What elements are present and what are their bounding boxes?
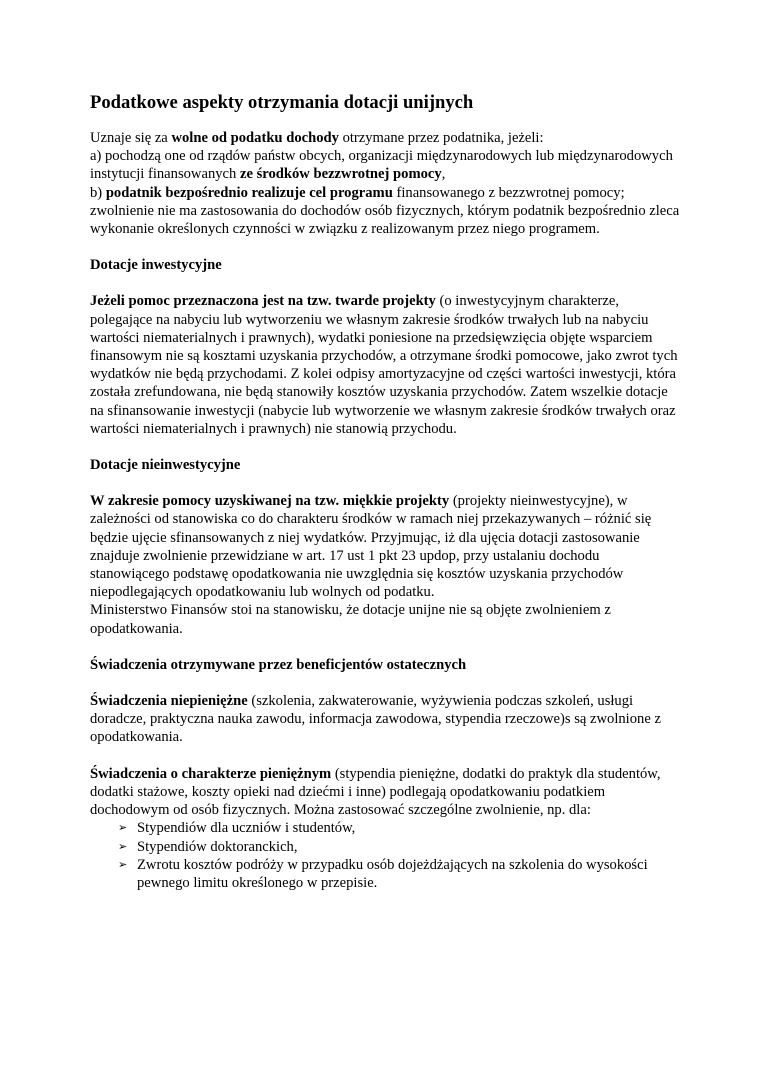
- arrow-bullet-icon: ➢: [118, 858, 128, 871]
- exemption-note: zwolnienie nie ma zastosowania do dochodów osób fizycznych, którym podatnik bezpośrednio zleca wykonanie określonych czynności w związku z realizowanym przez niego programem.: [90, 202, 680, 238]
- section-heading-noninvestment: Dotacje nieinwestycyjne: [90, 457, 241, 474]
- investment-bold: Jeżeli pomoc przeznaczona jest na tzw. twarde projekty: [90, 293, 436, 310]
- investment-paragraph: [90, 292, 680, 438]
- intro-text-2: otrzymane przez podatnika, jeżeli:: [338, 130, 544, 146]
- condition-a: [90, 147, 680, 183]
- intro-paragraph: [90, 129, 680, 147]
- list-item-text: Stypendiów dla uczniów i studentów,: [137, 820, 356, 837]
- condition-b-prefix: b): [90, 184, 106, 201]
- nonmonetary-paragraph: [90, 692, 680, 747]
- section-heading-investment: Dotacje inwestycyjne: [90, 257, 222, 274]
- list-item-text: Stypendiów doktoranckich,: [137, 838, 298, 855]
- condition-b-bold: podatnik bezpośrednio realizuje cel programu: [105, 184, 393, 201]
- list-item: [118, 819, 680, 837]
- list-item: [118, 856, 680, 892]
- intro-text: Uznaje się za: [90, 130, 172, 146]
- ministry-paragraph: Ministerstwo Finansów stoi na stanowisku, że dotacje unijne nie są objęte zwolnieniem z opodatkowania.: [90, 602, 611, 637]
- nonmonetary-text: (szkolenia, zakwaterowanie, wyżywienia podczas szkoleń, usługi doradcze, praktyczna nauka zawodu, informacja zawodowa, stypendia rzeczowe)s są zwolnione z opodatkowania.: [90, 693, 661, 746]
- list-item-text: Zwrotu kosztów podróży w przypadku osób dojeżdżających na szkolenia do wysokości pewnego limitu określonego w przepisie.: [137, 856, 648, 891]
- monetary-paragraph: [90, 765, 680, 820]
- document-page: [90, 92, 680, 892]
- noninvestment-paragraph: [90, 492, 680, 601]
- condition-b-text: finansowanego z bezzwrotnej pomocy;: [392, 184, 625, 201]
- spacer: [90, 238, 680, 256]
- monetary-bold: Świadczenia o charakterze pieniężnym: [90, 765, 332, 782]
- exemption-list: [90, 819, 680, 892]
- section-heading-benefits: Świadczenia otrzymywane przez beneficjentów ostatecznych: [90, 656, 467, 673]
- spacer: [90, 274, 680, 292]
- list-item: [118, 838, 680, 856]
- condition-a-text: a) pochodzą one od rządów państw obcych, organizacji międzynarodowych lub międzynarodowych instytucji finansowanych: [90, 148, 673, 183]
- investment-text: (o inwestycyjnym charakterze, polegające na nabyciu lub wytworzeniu we własnym zakresie środków trwałych lub na nabyciu wartości niematerialnych i prawnych), wydatki poniesione na przedsięwzięcia objęte wsparciem finansowym nie są kosztami uzyskania przychodów, a otrzymane środki pomocowe, jako zwrot tych wydatków nie będą przychodami. Z kolei odpisy amortyzacyjne od części wartości inwestycji, która została zrefundowana, nie będą stanowiły kosztów uzyskania przychodów. Zatem wszelkie dotacje na sfinansowanie inwestycji (nabycie lub wytworzenie we własnym zakresie środków trwałych oraz wartości niematerialnych i prawnych) nie stanowią przychodu.: [90, 293, 678, 437]
- nonmonetary-bold: Świadczenia niepieniężne: [90, 693, 248, 710]
- spacer: [90, 474, 680, 492]
- spacer: [90, 438, 680, 456]
- monetary-text: (stypendia pieniężne, dodatki do praktyk dla studentów, dodatki stażowe, koszty opieki nad dziećmi i inne) podlegają opodatkowaniu podatkiem dochodowym od osób fizycznych. Można zastosować szczególne zwolnienie, np. dla:: [90, 765, 661, 819]
- noninvestment-text: (projekty nieinwestycyjne), w zależności od stanowiska co do charakteru środków w ramach niej przekazywanych – różnić się będzie ujęcie sfinansowanych z niej wydatków. Przyjmując, iż dla ujęcia dotacji zastosowanie znajduje zwolnienie przewidziane w art. 17 ust 1 pkt 23 updop, przy ustalaniu dochodu stanowiącego podstawę opodatkowania nie uwzględnia się kosztów uzyskania przychodów niepodlegających opodatkowaniu lub wolnych od podatku.: [90, 493, 652, 601]
- spacer: [90, 674, 680, 692]
- arrow-bullet-icon: ➢: [118, 822, 128, 835]
- condition-a-bold: ze środków bezzwrotnej pomocy: [239, 166, 442, 183]
- intro-bold: wolne od podatku dochody: [171, 130, 339, 146]
- spacer: [90, 638, 680, 656]
- arrow-bullet-icon: ➢: [118, 840, 128, 853]
- condition-a-end: ,: [441, 166, 446, 183]
- document-title: Podatkowe aspekty otrzymania dotacji unijnych: [90, 92, 474, 113]
- spacer: [90, 747, 680, 765]
- condition-b: [90, 184, 680, 202]
- noninvestment-bold: W zakresie pomocy uzyskiwanej na tzw. miękkie projekty: [90, 493, 450, 510]
